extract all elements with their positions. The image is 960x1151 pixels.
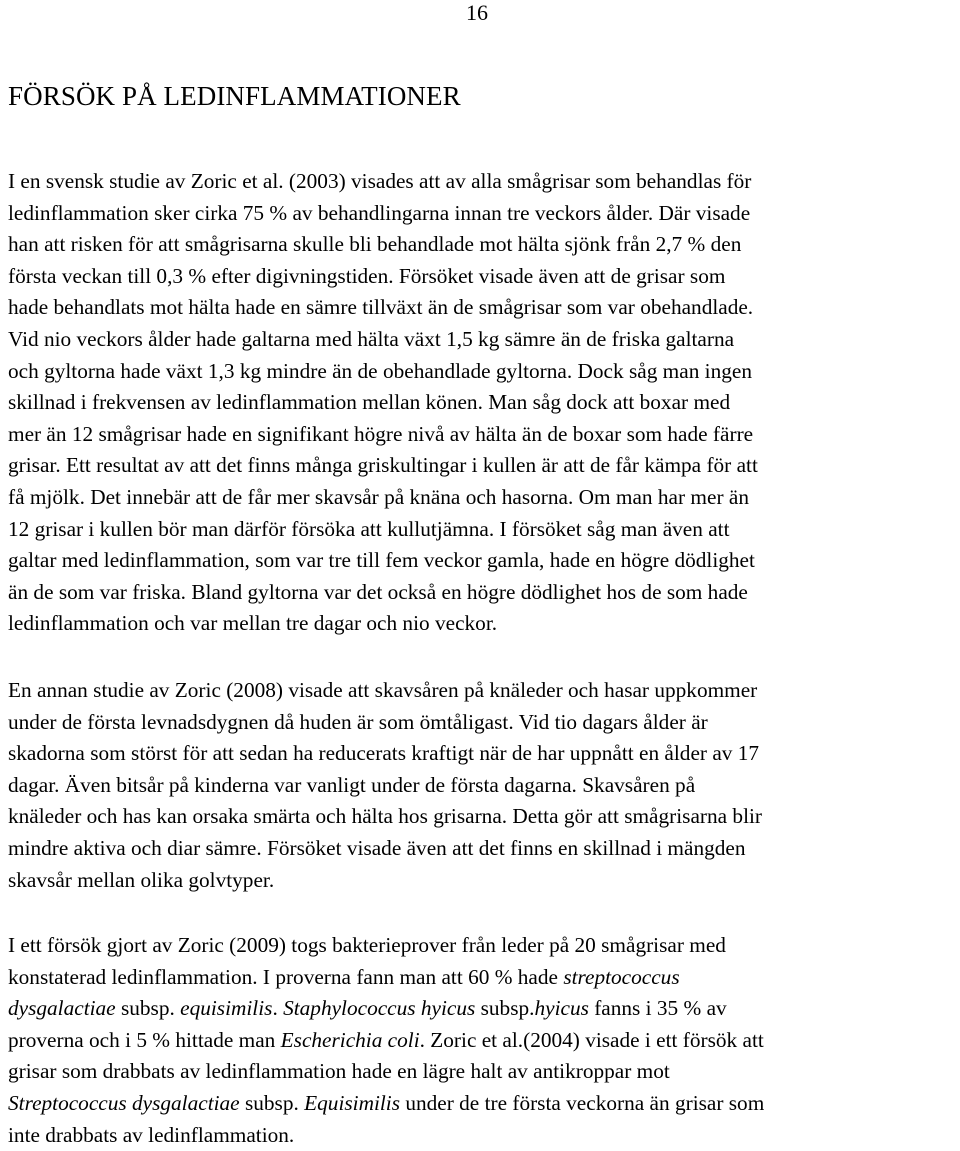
page-heading: FÖRSÖK PÅ LEDINFLAMMATIONER (8, 81, 461, 111)
species-name: Staphylococcus hyicus (283, 996, 476, 1021)
text-line: ledinflammation sker cirka 75 % av behandlingarna innan tre veckors ålder. Där visade (8, 200, 751, 225)
text-line: inte drabbats av ledinflammation. (8, 1122, 295, 1147)
text-line: under de första levnadsdygnen då huden är som ömtåligast. Vid tio dagars ålder är (8, 709, 708, 734)
species-name: equisimilis (180, 996, 273, 1021)
text-line: galtar med ledinflammation, som var tre till fem veckor gamla, hade en högre dödlighet (8, 548, 755, 573)
species-name: Escherichia coli (280, 1027, 420, 1052)
species-name: Streptococcus dysgalactiae (8, 1090, 240, 1115)
text-run: proverna och i 5 % hittade man (8, 1027, 281, 1052)
text-line (8, 962, 953, 994)
text-line: grisar som drabbats av ledinflammation hade en lägre halt av antikroppar mot (8, 1059, 670, 1084)
text-line: 12 grisar i kullen bör man därför försöka att kullutjämna. I försöket såg man även att (8, 516, 730, 541)
paragraph-zoric-2008 (8, 675, 953, 896)
species-name: streptococcus (563, 964, 680, 989)
text-line (8, 1025, 953, 1057)
page-number: 16 (466, 0, 488, 25)
species-name: hyicus (534, 996, 589, 1021)
text-run: konstaterad ledinflammation. I proverna fann man att 60 % hade (8, 964, 564, 989)
text-run: under de tre första veckorna än grisar som (400, 1090, 765, 1115)
text-line (8, 1088, 953, 1120)
text-line: första veckan till 0,3 % efter digivningstiden. Försöket visade även att de grisar som (8, 263, 726, 288)
text-line: I en svensk studie av Zoric et al. (2003) visades att av alla smågrisar som behandlas för (8, 169, 752, 193)
text-line: I ett försök gjort av Zoric (2009) togs bakterieprover från leder på 20 smågrisar med (8, 933, 726, 957)
text-line: skavsår mellan olika golvtyper. (8, 867, 275, 892)
text-run: subsp. (475, 996, 535, 1021)
text-line: ledinflammation och var mellan tre dagar och nio veckor. (8, 611, 498, 636)
text-line: Vid nio veckors ålder hade galtarna med hälta växt 1,5 kg sämre än de friska galtarna (8, 326, 735, 351)
text-line (8, 993, 953, 1025)
text-run: . (272, 996, 284, 1021)
text-line: knäleder och has kan orsaka smärta och hälta hos grisarna. Detta gör att smågrisarna blir (8, 804, 762, 829)
text-line: skadorna som störst för att sedan ha reducerats kraftigt när de har uppnått en ålder av 17 (8, 741, 760, 766)
text-line: mindre aktiva och diar sämre. Försöket visade även att det finns en skillnad i mängden (8, 835, 746, 860)
text-run: fanns i 35 % av (588, 996, 727, 1021)
text-run: subsp. (115, 996, 181, 1021)
text-line: mer än 12 smågrisar hade en signifikant högre nivå av hälta än de boxar som hade färre (8, 421, 754, 446)
species-name: Equisimilis (304, 1090, 400, 1115)
text-line: grisar. Ett resultat av att det finns många griskultingar i kullen är att de får kämpa för att (8, 453, 758, 478)
text-line: få mjölk. Det innebär att de får mer skavsår på knäna och hasorna. Om man har mer än (8, 484, 749, 509)
species-name: dysgalactiae (8, 996, 116, 1021)
text-line: En annan studie av Zoric (2008) visade att skavsåren på knäleder och hasar uppkommer (8, 678, 758, 702)
text-run: subsp. (239, 1090, 305, 1115)
paragraph-zoric-2009 (8, 930, 953, 1151)
text-run: . Zoric et al.(2004) visade i ett försök att (419, 1027, 764, 1052)
text-line: än de som var friska. Bland gyltorna var det också en högre dödlighet hos de som hade (8, 579, 748, 604)
text-line: skillnad i frekvensen av ledinflammation mellan könen. Man såg dock att boxar med (8, 390, 731, 415)
text-line: hade behandlats mot hälta hade en sämre tillväxt än de smågrisar som var obehandlade. (8, 295, 754, 320)
text-line: och gyltorna hade växt 1,3 kg mindre än de obehandlade gyltorna. Dock såg man ingen (8, 358, 752, 383)
text-line: dagar. Även bitsår på kinderna var vanligt under de första dagarna. Skavsåren på (8, 772, 696, 797)
paragraph-zoric-2003 (8, 166, 953, 640)
text-line: han att risken för att smågrisarna skulle bli behandlade mot hälta sjönk från 2,7 % den (8, 232, 742, 257)
